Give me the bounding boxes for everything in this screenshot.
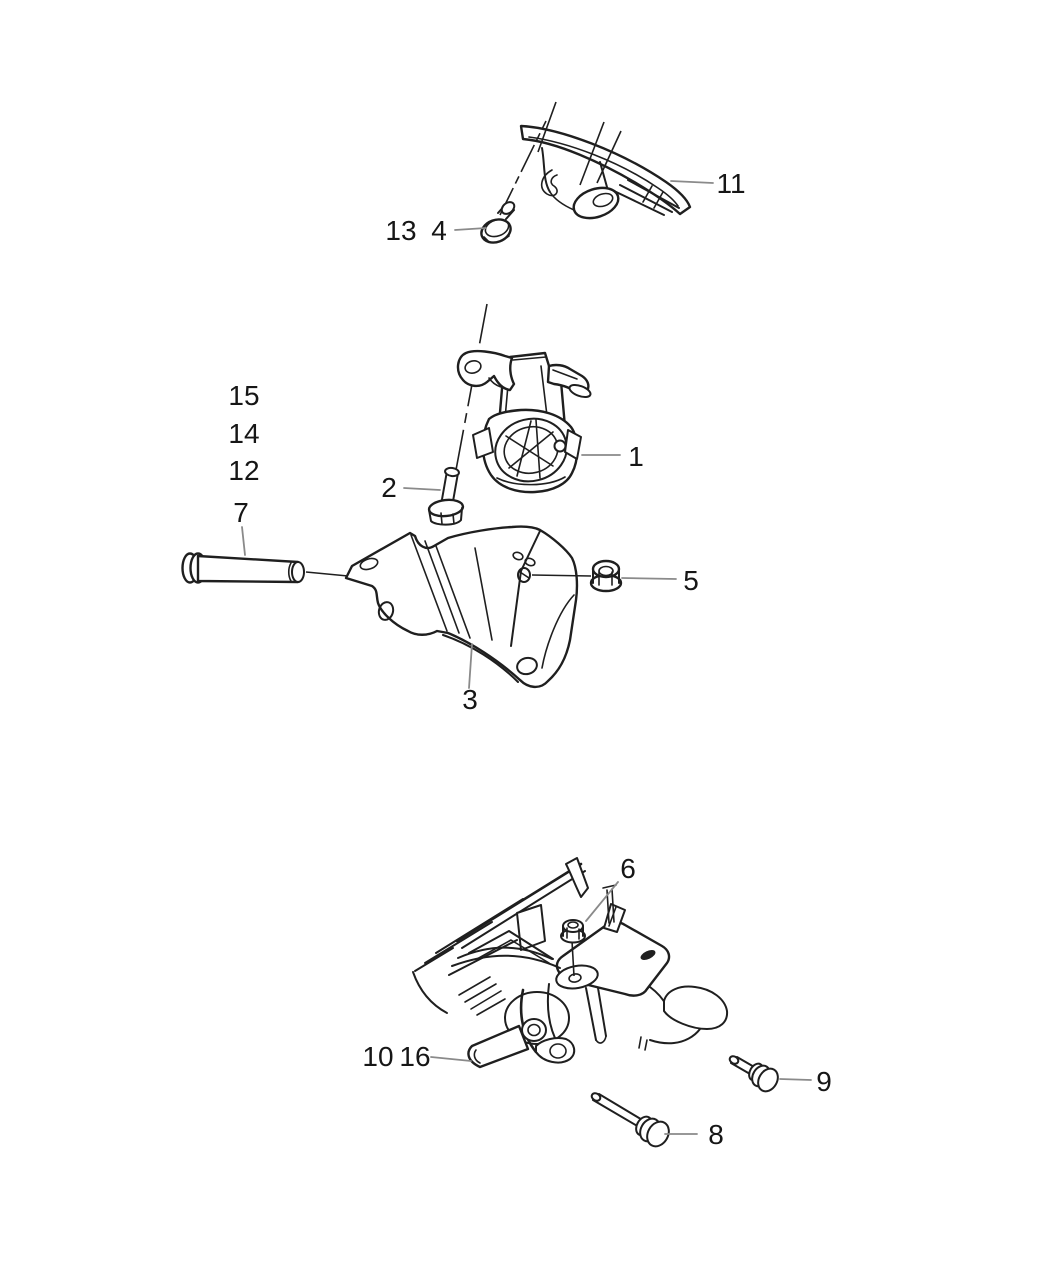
bolt-2	[428, 467, 463, 525]
leader-11	[671, 181, 713, 183]
leader-3	[469, 644, 472, 688]
part-1-engine-mount	[456, 304, 592, 492]
bolt-8	[590, 1092, 673, 1151]
callout-14: 14	[228, 418, 260, 449]
callout-12: 12	[228, 455, 260, 486]
engine-block-assembly	[413, 858, 727, 1063]
bracket-3	[346, 527, 577, 687]
callout-2: 2	[381, 472, 397, 503]
callout-8: 8	[708, 1119, 724, 1150]
callout-15: 15	[228, 380, 260, 411]
callout-9: 9	[816, 1066, 832, 1097]
leader-5	[622, 578, 676, 579]
callout-13: 13	[385, 215, 417, 246]
leader-9	[780, 1079, 811, 1080]
leader-10-16	[431, 1057, 471, 1061]
callout-1: 1	[628, 441, 644, 472]
leader-7	[242, 527, 245, 555]
callout-4: 4	[431, 215, 447, 246]
bolt-9	[728, 1055, 781, 1095]
callout-7: 7	[233, 497, 249, 528]
callout-10: 10	[362, 1041, 394, 1072]
part-11-support-plate	[521, 102, 690, 223]
leader-2	[404, 488, 440, 490]
callout-5: 5	[683, 565, 699, 596]
callout-6: 6	[620, 853, 636, 884]
callout-11: 11	[716, 168, 746, 199]
pin-7	[183, 554, 349, 583]
callout-16: 16	[399, 1041, 431, 1072]
callout-3: 3	[462, 684, 478, 715]
